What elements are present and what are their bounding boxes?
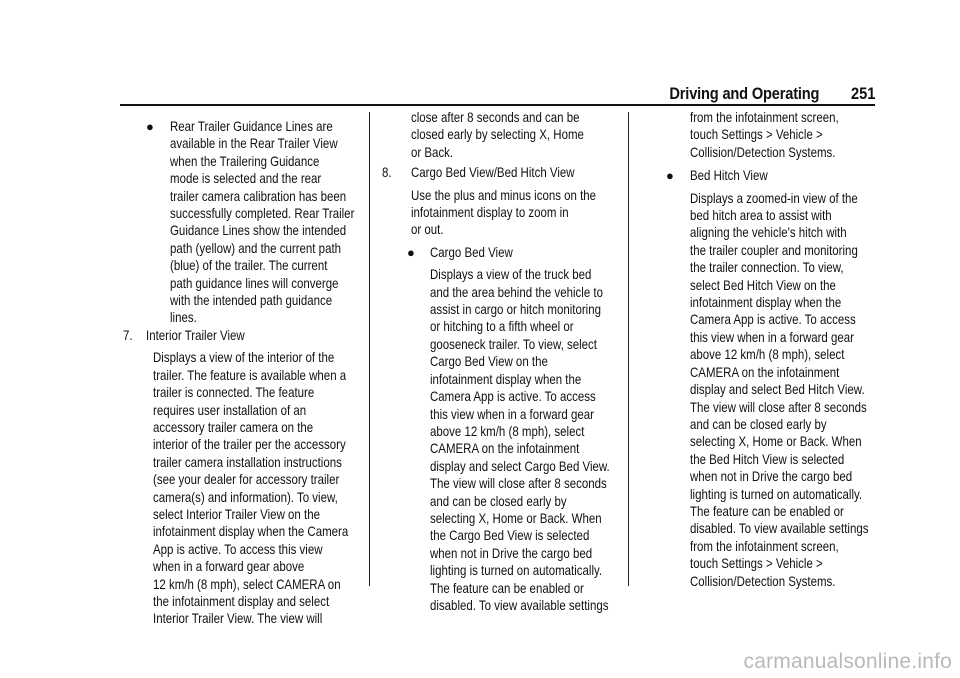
text-line: Displays a view of the truck bed <box>430 266 592 283</box>
column-2 <box>382 106 624 614</box>
bullet-dot-icon: ● <box>146 119 154 134</box>
text-line: from the infotainment screen, <box>690 537 839 554</box>
text-line: or hitching to a fifth wheel or <box>430 318 574 335</box>
text-line: with the intended path guidance <box>170 292 333 309</box>
text-line: touch Settings > Vehicle > <box>690 126 823 143</box>
text-line: this view when in a forward gear <box>430 405 594 422</box>
text-line: trailer camera calibration has been <box>170 187 347 204</box>
text-line: The view will close after 8 seconds <box>690 398 867 415</box>
text-line: when in a forward gear above <box>153 558 305 575</box>
text-line: Cargo Bed View on the <box>430 353 548 370</box>
text-line: selecting X, Home or Back. When <box>430 509 602 526</box>
text-line: Displays a zoomed-in view of the <box>690 189 858 206</box>
text-line: and the area behind the vehicle to <box>430 283 603 300</box>
column-divider-left <box>369 112 370 586</box>
item-number: 7. <box>123 326 133 343</box>
text-line: trailer is connected. The feature <box>153 384 315 401</box>
text-line: and can be closed early by <box>690 415 827 432</box>
numbered-item-7 <box>120 327 364 344</box>
sub-heading: Cargo Bed View <box>430 243 513 260</box>
text-line: infotainment display when the Camera <box>153 523 349 540</box>
text-line: Guidance Lines show the intended <box>170 222 347 239</box>
text-line: or out. <box>411 221 444 238</box>
sub-heading: Bed Hitch View <box>690 167 768 184</box>
text-line: Collision/Detection Systems. <box>690 143 836 160</box>
text-line: The feature can be enabled or <box>430 579 584 596</box>
text-line: infotainment display when the <box>690 294 842 311</box>
text-line: the Cargo Bed View is selected <box>430 527 590 544</box>
text-line: requires user installation of an <box>153 401 307 418</box>
text-line: interior of the trailer per the accessory <box>153 436 346 453</box>
column-1 <box>120 106 364 628</box>
sub-body <box>690 190 883 590</box>
text-line: disabled. To view available settings <box>430 596 609 613</box>
bullet-item-rear-trailer-guidance <box>120 118 364 327</box>
text-line: the trailer connection. To view, <box>690 259 844 276</box>
numbered-item-8 <box>382 164 624 181</box>
page-header <box>120 84 875 104</box>
text-line: The view will close after 8 seconds <box>430 475 607 492</box>
section-title: Driving and Operating <box>669 84 819 103</box>
text-line: gooseneck trailer. To view, select <box>430 335 597 352</box>
item-body <box>153 349 364 628</box>
text-line: lighting is turned on automatically. <box>690 485 863 502</box>
text-line: above 12 km/h (8 mph), select <box>690 346 845 363</box>
column-3 <box>643 106 883 590</box>
text-line: close after 8 seconds and can be <box>411 109 580 125</box>
text-line: Collision/Detection Systems. <box>690 572 836 589</box>
watermark: carmanualsonline.info <box>743 650 952 673</box>
text-line: Rear Trailer Guidance Lines are <box>170 118 333 134</box>
text-line: when not in Drive the cargo bed <box>430 544 593 561</box>
text-line: the trailer coupler and monitoring <box>690 241 858 258</box>
text-line: (blue) of the trailer. The current <box>170 257 328 274</box>
text-line: available in the Rear Trailer View <box>170 135 338 152</box>
text-line: mode is selected and the rear <box>170 170 322 187</box>
text-line: select Interior Trailer View on the <box>153 505 320 522</box>
text-line: 12 km/h (8 mph), select CAMERA on <box>153 575 341 592</box>
text-line: from the infotainment screen, <box>690 109 839 125</box>
text-line: successfully completed. Rear Trailer <box>170 205 355 222</box>
text-line: this view when in a forward gear <box>690 328 854 345</box>
text-line: trailer camera installation instructions <box>153 453 342 470</box>
text-line: closed early by selecting X, Home <box>411 126 584 143</box>
continued-text <box>690 109 883 161</box>
text-line: lines. <box>170 309 197 326</box>
text-line: or Back. <box>411 143 454 160</box>
text-line: camera(s) and information). To view, <box>153 488 338 505</box>
text-line: infotainment display when the <box>430 370 582 387</box>
text-line: Use the plus and minus icons on the <box>411 186 597 203</box>
sub-body <box>430 266 624 614</box>
text-line: accessory trailer camera on the <box>153 418 314 435</box>
continued-text <box>411 109 624 161</box>
text-line: assist in cargo or hitch monitoring <box>430 301 602 318</box>
bullet-item-bed-hitch-view <box>643 167 883 184</box>
bullet-text <box>170 118 364 327</box>
bullet-dot-icon: ● <box>666 168 674 184</box>
text-line: (see your dealer for accessory trailer <box>153 471 340 488</box>
item-heading: Cargo Bed View/Bed Hitch View <box>411 164 575 181</box>
text-line: the infotainment display and select <box>153 592 330 609</box>
text-line: path guidance lines will converge <box>170 274 339 291</box>
text-line: display and select Bed Hitch View. <box>690 381 865 398</box>
text-line: the Bed Hitch View is selected <box>690 450 845 467</box>
item-number: 8. <box>382 164 392 181</box>
text-line: aligning the vehicle's hitch with <box>690 224 847 241</box>
text-line: infotainment display to zoom in <box>411 204 569 221</box>
column-divider-right <box>628 112 629 586</box>
text-line: when the Trailering Guidance <box>170 152 320 169</box>
text-line: select Bed Hitch View on the <box>690 276 836 293</box>
bullet-dot-icon: ● <box>407 244 415 260</box>
text-line: Interior Trailer View. The view will <box>153 610 323 627</box>
text-line: App is active. To access this view <box>153 540 323 557</box>
text-line: bed hitch area to assist with <box>690 207 832 224</box>
text-line: trailer. The feature is available when a <box>153 366 347 383</box>
text-line: Camera App is active. To access <box>430 388 596 405</box>
text-line: disabled. To view available settings <box>690 520 869 537</box>
text-line: CAMERA on the infotainment <box>430 440 580 457</box>
text-line: display and select Cargo Bed View. <box>430 457 610 474</box>
text-line: above 12 km/h (8 mph), select <box>430 422 585 439</box>
text-line: The feature can be enabled or <box>690 502 844 519</box>
text-line: CAMERA on the infotainment <box>690 363 840 380</box>
text-line: Camera App is active. To access <box>690 311 856 328</box>
text-line: touch Settings > Vehicle > <box>690 555 823 572</box>
text-line: and can be closed early by <box>430 492 567 509</box>
item-body <box>411 187 624 239</box>
text-line: lighting is turned on automatically. <box>430 562 603 579</box>
text-line: path (yellow) and the current path <box>170 239 342 256</box>
bullet-item-cargo-bed-view <box>382 244 624 261</box>
text-line: when not in Drive the cargo bed <box>690 468 853 485</box>
item-heading: Interior Trailer View <box>146 326 245 343</box>
text-line: Displays a view of the interior of the <box>153 349 335 366</box>
text-line: selecting X, Home or Back. When <box>690 433 862 450</box>
page-number: 251 <box>850 84 875 103</box>
